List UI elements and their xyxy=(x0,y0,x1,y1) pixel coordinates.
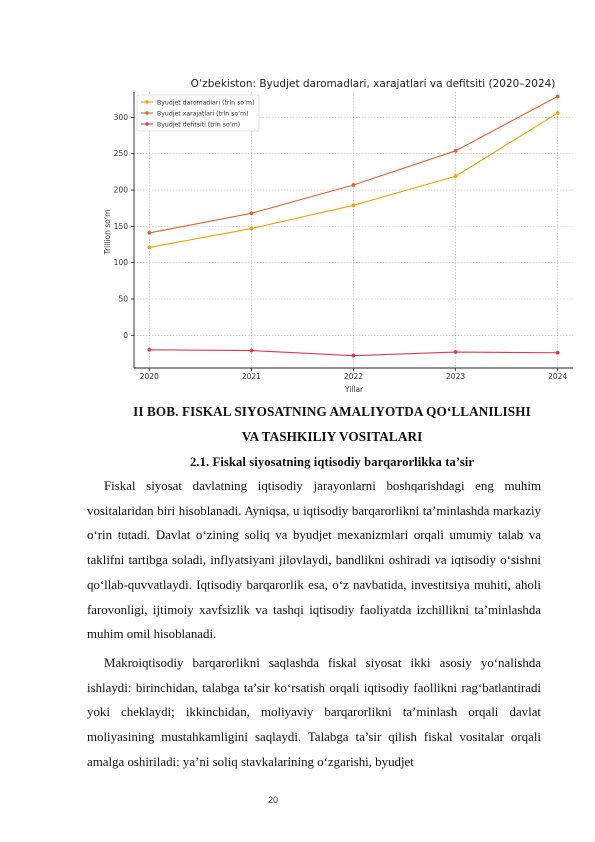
budget-line-chart xyxy=(96,70,580,400)
chapter-title-line2: VA TASHKILIY VOSITALARI xyxy=(241,429,423,444)
series-1-point xyxy=(147,246,151,250)
series-3-point xyxy=(556,351,560,355)
y-tick-label: 250 xyxy=(113,149,128,159)
chart-gridlines xyxy=(134,92,573,368)
series-3-point xyxy=(147,348,151,352)
series-1-point xyxy=(454,174,458,178)
x-tick-label: 2024 xyxy=(548,372,568,381)
x-tick-label: 2020 xyxy=(139,372,159,381)
series-3-point xyxy=(250,349,254,353)
body-paragraph-2: Makroiqtisodiy barqarorlikni saqlashda fiskal siyosat ikki asosiy yo‘nalishda ishlaydi: birinchidan, talabga ta’sir ko‘rsatish orqali iqtisodiy faollikni rag‘batlantiradi yoki cheklaydi; ikkinchidan, moliyaviy barqarorlikni ta’minlash orqali davlat moliyasining mustahkamligini saqlaydi. Talabga ta’sir qilish fiskal vositalar orqali amalga oshiriladi: ya’ni soliq stavkalarining o‘zgarishi, byudjet xyxy=(87,656,541,769)
y-tick-label: 150 xyxy=(113,221,128,231)
legend-swatch-marker xyxy=(145,122,148,125)
chart-legend xyxy=(137,95,259,131)
chapter-title-line1: II BOB. FISKAL SIYOSATNING AMALIYOTDA QO‘LLANILISHI xyxy=(133,404,531,419)
y-axis-label: Trillion so‘m xyxy=(103,209,112,255)
chart-title: O‘zbekiston: Byudjet daromadlari, xarajatlari va defitsiti (2020–2024) xyxy=(190,78,556,90)
chart-axes xyxy=(114,92,573,381)
legend-entry-label: Byudjet daromadlari (trln so‘m) xyxy=(157,99,255,107)
series-1-point xyxy=(352,203,356,207)
series-1-point xyxy=(556,111,560,115)
series-1-point xyxy=(250,227,254,231)
series-2-point xyxy=(250,211,254,215)
body-paragraph-1: Fiskal siyosat davlatning iqtisodiy jarayonlarni boshqarishdagi eng muhim vositalaridan biri hisoblanadi. Ayniqsa, u iqtisodiy barqarorlikni ta’minlashda markaziy o‘rin tutadi. Davlat o‘zining soliq va byudjet mexanizmlari orqali umumiy talab va taklifni tartibga soladi, inflyatsiyani jilovlaydi, bandlikni oshiradi va iqtisodiy o‘sishni qo‘llab-quvvatlaydi. Iqtisodiy barqarorlik esa, o‘z navbatida, investitsiya muhiti, aholi farovonligi, ijtimoiy xavfsizlik va tashqi iqtisodiy faoliyatda izchillikni ta’minlashda muhim omil hisoblanadi. xyxy=(87,479,541,642)
x-tick-label: 2023 xyxy=(446,372,466,381)
y-tick-label: 200 xyxy=(113,185,128,195)
series-2-point xyxy=(352,183,356,187)
x-tick-label: 2022 xyxy=(343,372,364,381)
page-number: 20 xyxy=(267,795,278,805)
series-3-point xyxy=(352,354,356,358)
legend-swatch-marker xyxy=(145,111,148,114)
y-tick-label: 100 xyxy=(113,258,128,268)
legend-entry-label: Byudjet defitsiti (trln so‘m) xyxy=(157,121,241,129)
series-2-point xyxy=(147,231,151,235)
x-axis-label: Yillar xyxy=(344,385,364,394)
y-tick-label: 300 xyxy=(113,112,128,122)
legend-swatch-marker xyxy=(145,100,148,103)
legend-entry-label: Byudjet xarajatlari (trln so‘m) xyxy=(157,110,249,118)
y-tick-label: 50 xyxy=(118,294,128,304)
series-2-point xyxy=(556,94,560,98)
series-3-point xyxy=(454,350,458,354)
section-title: 2.1. Fiskal siyosatning iqtisodiy barqarorlikka ta’sir xyxy=(189,455,475,469)
budget-chart xyxy=(96,70,580,400)
y-tick-label: 0 xyxy=(123,330,128,340)
x-tick-label: 2021 xyxy=(241,372,261,381)
series-2-point xyxy=(454,149,458,153)
